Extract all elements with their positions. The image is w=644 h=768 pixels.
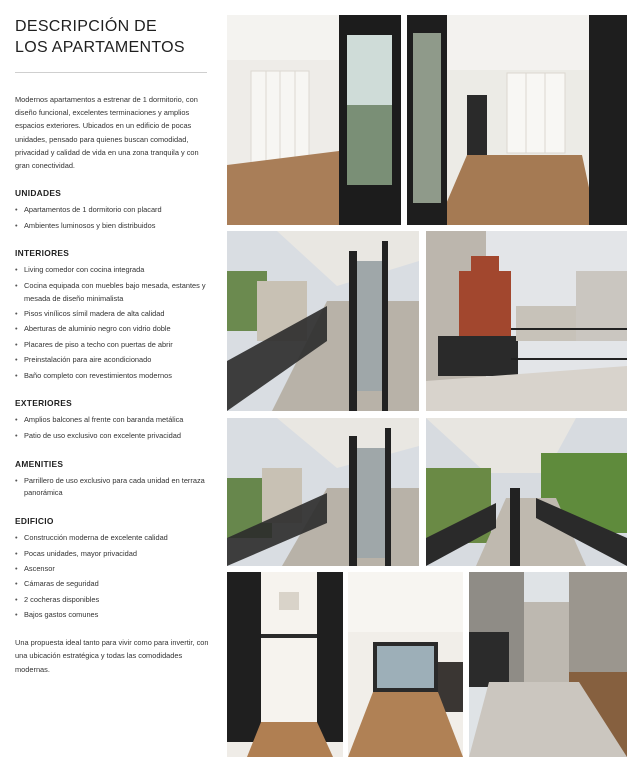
list-item: • Construcción moderna de excelente calidad — [15, 532, 211, 545]
list-item: • Apartamentos de 1 dormitorio con placard — [15, 204, 211, 217]
title-divider — [15, 72, 207, 73]
page-title-line-1: DESCRIPCIÓN DE — [15, 18, 157, 35]
description-column — [15, 16, 211, 677]
list-item: • Cocina equipada con muebles bajo mesada, estantes y mesada de diseño minimalista — [15, 280, 211, 306]
section-title-edificio: EDIFICIO — [15, 516, 54, 527]
list-item: • Cámaras de seguridad — [15, 578, 211, 591]
list-item: • Patio de uso exclusivo con excelente privacidad — [15, 430, 211, 443]
list-item: • Aberturas de aluminio negro con vidrio doble — [15, 323, 211, 336]
list-item: • Parrillero de uso exclusivo para cada unidad en terraza panorámica — [15, 475, 211, 501]
intro-paragraph: Modernos apartamentos a estrenar de 1 dormitorio, con diseño funcional, excelentes terminaciones y amplios espacios exteriores. Ubicados en un edificio de pocas unidades, pensado para quienes buscan comodidad, privacidad y calidad de vida en una zona tranquila y con gran conectividad. — [15, 95, 199, 171]
closing-paragraph: Una propuesta ideal tanto para vivir como para invertir, con una ubicación estratégica y todas las comodidades modernas. — [15, 637, 209, 675]
section-title-interiores: INTERIORES — [15, 248, 70, 259]
list-item: • Pisos vinílicos símil madera de alta calidad — [15, 308, 211, 321]
photo-balcony-1 — [227, 231, 419, 411]
photo-patio — [469, 572, 627, 757]
section-title-amenities: AMENITIES — [15, 458, 64, 469]
list-interiores — [15, 264, 211, 382]
page-title — [15, 16, 211, 58]
list-item: • Ascensor — [15, 563, 211, 576]
photo-open-wardrobe — [227, 572, 343, 757]
photo-balcony-trees — [426, 418, 627, 566]
list-item: • Preinstalación para aire acondicionado — [15, 354, 211, 367]
photo-living-window — [348, 572, 463, 757]
section-title-exteriores: EXTERIORES — [15, 398, 72, 409]
list-item: • 2 cocheras disponibles — [15, 594, 211, 607]
list-amenities — [15, 475, 211, 501]
photo-balcony-2 — [227, 418, 419, 566]
photo-living-room — [407, 15, 627, 225]
list-unidades — [15, 204, 211, 232]
photo-grill-terrace — [426, 231, 627, 411]
list-item: • Living comedor con cocina integrada — [15, 264, 211, 277]
list-item: • Ambientes luminosos y bien distribuidos — [15, 220, 211, 233]
page-title-line-2: LOS APARTAMENTOS — [15, 39, 185, 56]
list-exteriores — [15, 414, 211, 442]
photo-bedroom-wardrobe — [227, 15, 401, 225]
list-item: • Baño completo con revestimientos modernos — [15, 370, 211, 383]
list-item: • Pocas unidades, mayor privacidad — [15, 548, 211, 561]
list-edificio — [15, 532, 211, 622]
list-item: • Amplios balcones al frente con baranda metálica — [15, 414, 211, 427]
list-item: • Bajos gastos comunes — [15, 609, 211, 622]
section-title-unidades: UNIDADES — [15, 188, 62, 199]
list-item: • Placares de piso a techo con puertas de abrir — [15, 339, 211, 352]
